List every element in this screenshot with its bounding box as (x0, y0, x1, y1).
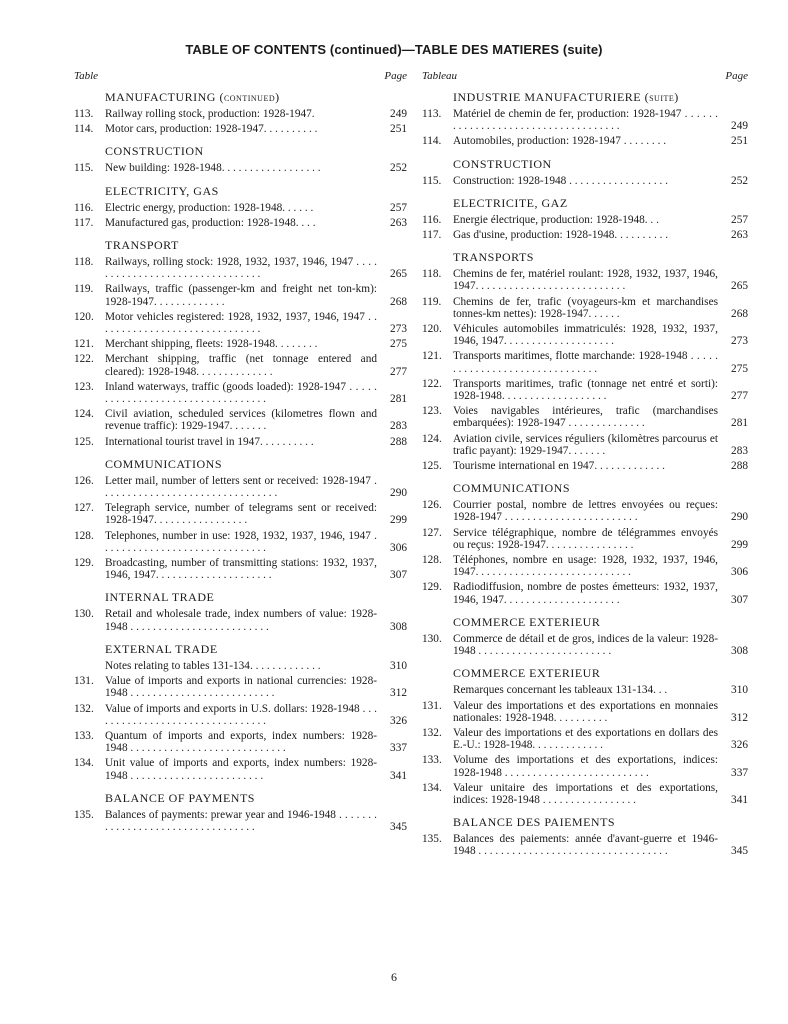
entry-title: Téléphones, nombre en usage: 1928, 1932, 1937, 1946, 1947. . . . . . . . . . . . . . . . . . . . . . . . . . . . (453, 554, 718, 579)
page-ref: 299 (731, 538, 748, 551)
table-number: 134. (74, 757, 94, 770)
toc-entry (74, 475, 407, 499)
toc-entry (422, 754, 748, 778)
toc-entry (422, 350, 748, 374)
page-ref: 273 (390, 323, 407, 336)
table-number: 125. (422, 460, 442, 473)
toc-entry (74, 809, 407, 833)
entry-title: Notes relating to tables 131-134. . . . . . . . . . . . . (105, 659, 321, 672)
page-ref: 326 (390, 714, 407, 727)
table-number: 115. (422, 174, 442, 187)
page-ref: 299 (390, 514, 407, 527)
entry-title: Volume des importations et des exportations, indices: 1928-1948 . . . . . . . . . . . . . . . . . . . . . . . . . . (453, 754, 718, 779)
toc-section (422, 158, 748, 187)
entry-title: Broadcasting, number of transmitting stations: 1932, 1937, 1946, 1947. . . . . . . . . . . . . . . . . . . . . (105, 557, 377, 582)
entry-title: Merchant shipping, traffic (net tonnage entered and cleared): 1928-1948. . . . . . . . . . . . . . (105, 353, 377, 378)
page-ref: 277 (731, 390, 748, 403)
toc-section (74, 792, 407, 833)
page-ref: 275 (731, 362, 748, 375)
entry-title: Service télégraphique, nombre de télégrammes envoyés ou reçus: 1928-1947. . . . . . . . . . . . . . . . (453, 526, 718, 551)
toc-entry (422, 633, 748, 657)
entry-title: Civil aviation, scheduled services (kilometres flown and revenue traffic): 1929-1947. . . . . . . (105, 408, 377, 433)
table-number: 133. (422, 754, 442, 767)
entry-title: Unit value of imports and exports, index numbers: 1928-1948 . . . . . . . . . . . . . . . . . . . . . . . . (105, 757, 377, 782)
table-number: 134. (422, 781, 442, 794)
toc-section (422, 482, 748, 606)
section-heading: MANUFACTURING (continued) (105, 90, 280, 104)
page-label: Page (384, 70, 407, 82)
table-number: 115. (74, 162, 94, 175)
page-ref: 251 (731, 135, 748, 148)
page-ref: 257 (731, 213, 748, 226)
table-number: 131. (422, 699, 442, 712)
toc-entry (422, 229, 748, 241)
section-heading: CONSTRUCTION (453, 156, 552, 171)
page-ref: 290 (390, 487, 407, 500)
page-ref: 307 (390, 569, 407, 582)
section-heading: TRANSPORT (105, 238, 179, 253)
page-ref: 283 (390, 420, 407, 433)
page-ref: 310 (390, 659, 407, 672)
table-number: 120. (422, 323, 442, 336)
page-ref: 268 (731, 307, 748, 320)
table-number: 124. (74, 408, 94, 421)
table-number: 130. (74, 608, 94, 621)
page-ref: 308 (731, 645, 748, 658)
entry-title: Energie électrique, production: 1928-1948. . . (453, 213, 659, 226)
table-number: 113. (74, 108, 94, 120)
toc-entry (74, 256, 407, 280)
table-number: 125. (74, 435, 94, 448)
entry-title: Transports maritimes, flotte marchande: 1928-1948 . . . . . . . . . . . . . . . . . . . . . . . . . . . . . . . (453, 350, 718, 375)
toc-entry (74, 123, 407, 135)
table-number: 121. (74, 338, 94, 351)
toc-entry (422, 554, 748, 578)
entry-title: Radiodiffusion, nombre de postes émetteurs: 1932, 1937, 1946, 1947. . . . . . . . . . . . . . . . . . . . . (453, 581, 718, 606)
table-number: 119. (422, 295, 442, 308)
page-ref: 281 (731, 417, 748, 430)
toc-entry (422, 684, 748, 696)
page-ref: 257 (390, 201, 407, 214)
table-number: 126. (74, 474, 94, 487)
toc-entry (74, 757, 407, 781)
page-ref: 290 (731, 511, 748, 524)
table-number: 114. (74, 123, 94, 136)
toc-entry (74, 408, 407, 432)
toc-entry (74, 353, 407, 377)
toc-entry (74, 311, 407, 335)
toc-entry (74, 660, 407, 672)
toc-entry (422, 527, 748, 551)
table-number: 117. (74, 216, 94, 229)
table-number: 124. (422, 432, 442, 445)
page-number: 6 (391, 970, 397, 984)
toc-entry (422, 268, 748, 292)
table-number: 135. (422, 833, 442, 846)
toc-entry (422, 296, 748, 320)
toc-entry (74, 675, 407, 699)
page-ref: 312 (731, 711, 748, 724)
table-number: 129. (74, 557, 94, 570)
entry-title: Valeur des importations et des exportations en monnaies nationales: 1928-1948. . . . . . . . . . (453, 699, 718, 724)
toc-section (74, 145, 407, 174)
section-heading: COMMUNICATIONS (453, 481, 571, 496)
table-number: 129. (422, 581, 442, 594)
entry-title: Valeur des importations et des exportations en dollars des E.-U.: 1928-1948. . . . . . . . . . . . . (453, 726, 718, 752)
toc-entry (74, 557, 407, 581)
page-ref: 337 (731, 766, 748, 779)
entry-title: Automobiles, production: 1928-1947 . . . . . . . . (453, 135, 667, 148)
table-number: 132. (422, 726, 442, 739)
toc-section (422, 197, 748, 241)
toc-section (74, 239, 407, 448)
page-ref: 341 (390, 769, 407, 782)
toc-entry (74, 730, 407, 754)
page-ref: 252 (390, 162, 407, 175)
entry-title: Gas d'usine, production: 1928-1948. . . . . . . . . . (453, 229, 669, 242)
section-heading: TRANSPORTS (453, 250, 534, 265)
table-number: 122. (422, 377, 442, 390)
entry-title: Valeur unitaire des importations et des exportations, indices: 1928-1948 . . . . . . . . . . . . . . . . . (453, 781, 718, 806)
entry-title: Railways, rolling stock: 1928, 1932, 1937, 1946, 1947 . . . . . . . . . . . . . . . . . . . . . . . . . . . . . . . . (105, 256, 377, 281)
toc-section (74, 185, 407, 229)
entry-title: Voies navigables intérieures, trafic (marchandises embarquées): 1928-1947 . . . . . . . . . . . . . . (453, 405, 718, 430)
page-ref: 263 (731, 229, 748, 242)
table-number: 133. (74, 729, 94, 742)
table-number: 116. (422, 213, 442, 226)
toc-entry (422, 323, 748, 347)
page-ref: 281 (390, 393, 407, 406)
toc-entry (74, 338, 407, 350)
table-number: 117. (422, 229, 442, 242)
page-ref: 345 (390, 820, 407, 833)
entry-title: Balances of payments: prewar year and 1946-1948 . . . . . . . . . . . . . . . . . . . . . . . . . . . . . . . . . . (105, 808, 377, 833)
toc-entry (422, 700, 748, 724)
entry-title: Chemins de fer, trafic (voyageurs-km et marchandises tonnes-km nettes): 1928-1947. . . . . . (453, 295, 718, 320)
page-title: TABLE OF CONTENTS (continued)—TABLE DES MATIERES (suite) (185, 42, 603, 57)
french-column (422, 70, 748, 861)
toc-entry (422, 460, 748, 472)
table-number: 121. (422, 350, 442, 363)
entry-title: Motor vehicles registered: 1928, 1932, 1937, 1946, 1947 . . . . . . . . . . . . . . . . . . . . . . . . . . . . . . (105, 310, 377, 336)
toc-entry (74, 283, 407, 307)
entry-title: Matériel de chemin de fer, production: 1928-1947 . . . . . . . . . . . . . . . . . . . . . . . . . . . . . . . . . . . . (453, 108, 718, 133)
section-heading: CONSTRUCTION (105, 144, 204, 159)
entry-title: Railway rolling stock, production: 1928-1947. (105, 108, 315, 120)
entry-title: Remarques concernant les tableaux 131-134. . . (453, 684, 668, 697)
table-number: 123. (422, 405, 442, 418)
page-label: Page (725, 70, 748, 82)
page-ref: 288 (390, 435, 407, 448)
page-ref: 265 (731, 280, 748, 293)
table-number: 120. (74, 310, 94, 323)
table-number: 135. (74, 808, 94, 821)
entry-title: Quantum of imports and exports, index numbers: 1928-1948 . . . . . . . . . . . . . . . . . . . . . . . . . . . . (105, 729, 377, 755)
page-ref: 306 (390, 541, 407, 554)
toc-entry (422, 135, 748, 147)
toc-entry (422, 378, 748, 402)
entry-title: Courrier postal, nombre de lettres envoyées ou reçues: 1928-1947 . . . . . . . . . . . . . . . . . . . . . . . . (453, 499, 718, 524)
section-heading: ELECTRICITY, GAS (105, 183, 219, 198)
toc-entry (74, 703, 407, 727)
toc-entry (422, 499, 748, 523)
page-ref: 273 (731, 335, 748, 348)
section-heading: COMMERCE EXTERIEUR (453, 666, 601, 681)
entry-title: International tourist travel in 1947. . . . . . . . . . (105, 435, 314, 448)
entry-title: Value of imports and exports in national currencies: 1928-1948 . . . . . . . . . . . . . . . . . . . . . . . . . . (105, 675, 377, 700)
page-ref: 337 (390, 742, 407, 755)
toc-section (422, 667, 748, 806)
toc-entry (74, 381, 407, 405)
table-number: 123. (74, 380, 94, 393)
page-ref: 341 (731, 793, 748, 806)
section-heading: ELECTRICITE, GAZ (453, 195, 568, 210)
entry-title: Merchant shipping, fleets: 1928-1948. . . . . . . . (105, 338, 318, 351)
table-number: 132. (74, 702, 94, 715)
table-number: 122. (74, 353, 94, 366)
section-heading: COMMUNICATIONS (105, 456, 223, 471)
page-ref: 345 (731, 845, 748, 858)
toc-entry (74, 108, 407, 120)
table-number: 113. (422, 108, 442, 120)
entry-title: New building: 1928-1948. . . . . . . . . . . . . . . . . . (105, 162, 321, 175)
entry-title: Value of imports and exports in U.S. dollars: 1928-1948 . . . . . . . . . . . . . . . . . . . . . . . . . . . . . . . . (105, 702, 377, 727)
page-ref: 288 (731, 460, 748, 473)
toc-section (422, 816, 748, 857)
page-ref: 312 (390, 687, 407, 700)
page-ref: 265 (390, 268, 407, 281)
entry-title: Motor cars, production: 1928-1947. . . . . . . . . . (105, 123, 318, 136)
page-ref: 308 (390, 620, 407, 633)
english-column (74, 70, 407, 836)
toc-entry (422, 433, 748, 457)
entry-title: Construction: 1928-1948 . . . . . . . . . . . . . . . . . . (453, 174, 668, 187)
toc-entry (74, 530, 407, 554)
table-number: 119. (74, 283, 94, 296)
toc-section (422, 91, 748, 148)
column-header (74, 70, 407, 84)
toc-section (422, 251, 748, 472)
entry-title: Retail and wholesale trade, index numbers of value: 1928-1948 . . . . . . . . . . . . . . . . . . . . . . . . . (105, 608, 377, 633)
entry-title: Inland waterways, traffic (goods loaded): 1928-1947 . . . . . . . . . . . . . . . . . . . . . . . . . . . . . . . . . . (105, 380, 377, 406)
entry-title: Chemins de fer, matériel roulant: 1928, 1932, 1937, 1946, 1947. . . . . . . . . . . . . . . . . . . . . . . . . . . (453, 268, 718, 293)
table-label: Tableau (422, 70, 458, 82)
entry-title: Commerce de détail et de gros, indices de la valeur: 1928-1948 . . . . . . . . . . . . . . . . . . . . . . . . (453, 632, 718, 658)
page-ref: 310 (731, 684, 748, 697)
toc-entry (74, 202, 407, 214)
toc-entry (422, 214, 748, 226)
page-ref: 251 (390, 123, 407, 136)
entry-title: Electric energy, production: 1928-1948. . . . . . (105, 201, 314, 214)
table-number: 128. (422, 554, 442, 567)
page-ref: 307 (731, 593, 748, 606)
section-heading: BALANCE OF PAYMENTS (105, 790, 255, 805)
entry-title: Véhicules automobiles immatriculés: 1928, 1932, 1937, 1946, 1947. . . . . . . . . . . . . . . . . . . . (453, 323, 718, 348)
toc-entry (422, 581, 748, 605)
section-list (422, 91, 748, 858)
column-header (422, 70, 748, 84)
table-number: 116. (74, 201, 94, 214)
page-ref: 268 (390, 295, 407, 308)
table-number: 127. (422, 526, 442, 539)
toc-section (74, 643, 407, 782)
table-number: 131. (74, 675, 94, 688)
toc-entry (74, 217, 407, 229)
toc-section (74, 591, 407, 632)
section-heading: COMMERCE EXTERIEUR (453, 614, 601, 629)
toc-entry (74, 608, 407, 632)
toc-entry (422, 405, 748, 429)
entry-title: Manufactured gas, production: 1928-1948. . . . (105, 216, 316, 229)
section-heading: INDUSTRIE MANUFACTURIERE (suite) (453, 90, 679, 104)
section-heading: INTERNAL TRADE (105, 590, 215, 605)
table-label: Table (74, 70, 99, 82)
page-ref: 249 (731, 120, 748, 133)
entry-title: Railways, traffic (passenger-km and freight net ton-km): 1928-1947. . . . . . . . . . . . . (105, 283, 377, 308)
entry-title: Letter mail, number of letters sent or received: 1928-1947 . . . . . . . . . . . . . . . . . . . . . . . . . . . . . . . . (105, 474, 377, 500)
entry-title: Transports maritimes, trafic (tonnage net entré et sorti): 1928-1948. . . . . . . . . . . . . . . . . . . (453, 377, 718, 403)
toc-entry (422, 727, 748, 751)
toc-entry (422, 108, 748, 132)
toc-section (74, 91, 407, 135)
page-ref: 252 (731, 174, 748, 187)
entry-title: Aviation civile, services réguliers (kilomètres parcourus et trafic payant): 1929-1947. . . . . . . (453, 432, 718, 457)
toc-entry (422, 782, 748, 806)
toc-entry (74, 502, 407, 526)
toc-entry (422, 175, 748, 187)
page-ref: 263 (390, 216, 407, 229)
entry-title: Balances des paiements: année d'avant-guerre et 1946-1948 . . . . . . . . . . . . . . . . . . . . . . . . . . . . . . . . . . (453, 833, 718, 858)
table-number: 118. (422, 268, 442, 281)
page-ref: 326 (731, 739, 748, 752)
table-number: 130. (422, 632, 442, 645)
entry-title: Telegraph service, number of telegrams sent or received: 1928-1947. . . . . . . . . . . . . . . . . (105, 502, 377, 527)
page-ref: 249 (390, 108, 407, 120)
table-number: 114. (422, 135, 442, 148)
toc-section (422, 616, 748, 657)
section-heading: EXTERNAL TRADE (105, 641, 218, 656)
table-number: 118. (74, 256, 94, 269)
page-ref: 283 (731, 444, 748, 457)
page-ref: 275 (390, 338, 407, 351)
toc-section (74, 458, 407, 582)
entry-title: Telephones, number in use: 1928, 1932, 1937, 1946, 1947 . . . . . . . . . . . . . . . . . . . . . . . . . . . . . . (105, 529, 377, 554)
toc-entry (74, 162, 407, 174)
table-number: 128. (74, 529, 94, 542)
table-number: 126. (422, 499, 442, 512)
table-number: 127. (74, 502, 94, 515)
section-heading: BALANCE DES PAIEMENTS (453, 815, 616, 830)
entry-title: Tourisme international en 1947. . . . . . . . . . . . . (453, 460, 665, 473)
toc-entry (422, 833, 748, 857)
section-list (74, 91, 407, 833)
page-ref: 306 (731, 566, 748, 579)
page-ref: 277 (390, 365, 407, 378)
toc-entry (74, 436, 407, 448)
